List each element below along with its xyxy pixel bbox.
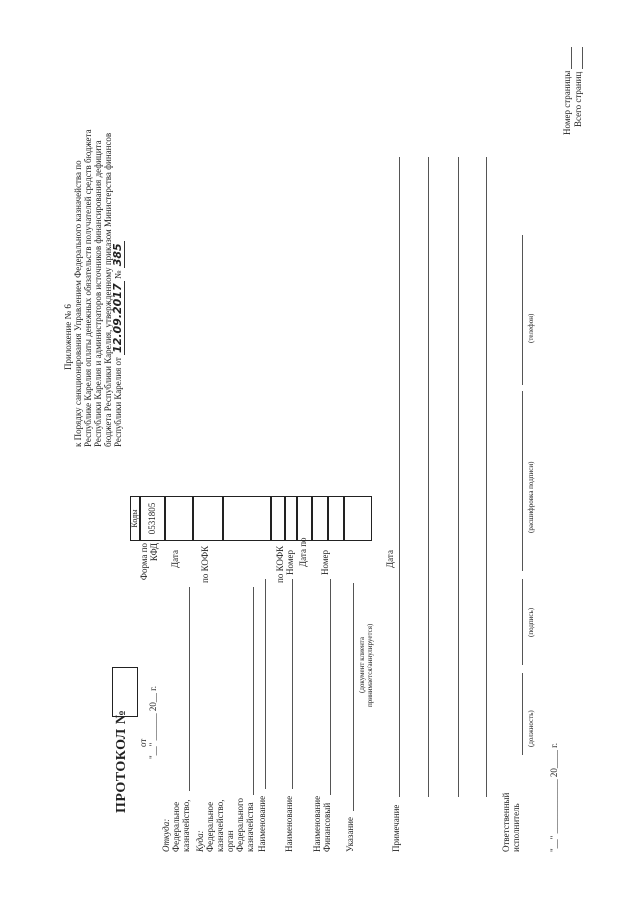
ukaz-label: Указание (345, 817, 355, 852)
otkuda-label: Откуда: (161, 818, 171, 852)
form-kfd-label: Форма по КФД (139, 543, 159, 581)
kuda-label-3: орган (225, 830, 235, 852)
naim-label-2: Наименование (284, 795, 294, 852)
note-line-4[interactable] (486, 157, 487, 797)
fed-kazn-label-2: казначейство, (181, 799, 191, 852)
header-line-1: Приложение № 6 (63, 304, 73, 370)
code-kofk-cell[interactable] (193, 496, 223, 541)
podpis-caption: (подпись) (527, 607, 535, 637)
podpis-line[interactable] (522, 579, 523, 665)
rasshifr-line[interactable] (522, 391, 523, 571)
sign-date-template: "__" ____________ 20____ г. (549, 742, 559, 852)
date-label: Дата (170, 550, 180, 568)
rasshifr-caption: (расшифровка подписи) (527, 461, 535, 533)
protocol-number-box[interactable] (112, 667, 138, 717)
note-line-2[interactable] (428, 157, 429, 797)
fed-kazn-label-1: Федеральное (171, 801, 181, 852)
page-number-label: Номер страницы (562, 70, 572, 135)
date-po-label: Дата по (298, 537, 308, 567)
total-pages-label: Всего страниц (573, 71, 583, 127)
code-date-cell[interactable] (165, 496, 193, 541)
otv-label-2: исполнитель (511, 803, 521, 852)
code-ukaz-cell[interactable] (344, 496, 372, 541)
kuda-label-2: казначейство, (215, 799, 225, 852)
doc-note-2: принимается/аннулируется) (366, 623, 374, 707)
telefon-line[interactable] (522, 235, 523, 385)
otv-label-1: Ответственный (501, 792, 511, 852)
header-line-6 (113, 241, 123, 447)
naim1-line[interactable] (265, 579, 266, 789)
nomer2-label: Номер (320, 549, 330, 575)
kuda-line[interactable] (253, 587, 254, 795)
header-last-prefix: Республики Карелия от (113, 357, 123, 447)
code-kofk2-cell[interactable] (271, 496, 285, 541)
kuda-label-1: Федеральное (205, 801, 215, 852)
note-line-1[interactable] (399, 157, 400, 797)
doc-note-1: (документ клиента (358, 637, 366, 693)
header-line-5: бюджета Республики Карелия, утвержденному приказом Министерства финансов (103, 132, 113, 447)
kuda-label: Куда: (195, 830, 205, 852)
header-line-4: Республики Карелия и администраторов источников финансирования дефицита (93, 140, 103, 447)
codes-header: Коды (130, 496, 140, 541)
naim-label-3: Наименование (312, 795, 322, 852)
dolzh-caption: (должность) (527, 710, 535, 747)
kofk-label-2: по КОФК (275, 545, 285, 583)
nomer-label: Номер (285, 549, 295, 575)
code-nomer2-cell[interactable] (312, 496, 328, 541)
header-num-label: № (113, 270, 123, 280)
handwritten-number: 385 (111, 243, 124, 267)
total-pages-line[interactable] (582, 47, 583, 69)
code-organ-cell[interactable] (223, 496, 271, 541)
date2-label: Дата (385, 550, 395, 568)
header-line-3: Республике Карелия оплаты денежных обязательств получателей средств бюджета (83, 129, 93, 447)
page-number-line[interactable] (571, 47, 572, 69)
code-nomer-cell[interactable] (285, 496, 297, 541)
kuda-label-4: Федерального (235, 797, 245, 852)
naim2-line[interactable] (292, 579, 293, 789)
note-line-3[interactable] (458, 157, 459, 797)
primech-label: Примечание (391, 804, 401, 852)
from-label: от (138, 738, 148, 747)
date-template: "__" ______ 20__ г. (148, 685, 158, 759)
kuda-label-5: казначейства (245, 802, 255, 852)
fed-kazn-line[interactable] (189, 587, 190, 791)
protocol-title: ПРОТОКОЛ № (114, 709, 129, 813)
code-fin-cell[interactable] (328, 496, 344, 541)
fin-label: Финансовый (322, 802, 332, 852)
kofk-label-1: по КОФК (200, 545, 210, 583)
header-line-2: к Порядку санкционирования Управлением Федерального казначейства по (73, 160, 83, 447)
fin-line[interactable] (330, 579, 331, 795)
handwritten-date: 12.09.2017 (111, 283, 124, 353)
code-date-po-cell[interactable] (297, 496, 312, 541)
dolzh-line[interactable] (522, 673, 523, 755)
code-form: 0531805 (140, 496, 165, 541)
ukaz-line[interactable] (353, 583, 354, 811)
naim-label-1: Наименование (257, 795, 267, 852)
telefon-caption: (телефон) (527, 313, 535, 343)
